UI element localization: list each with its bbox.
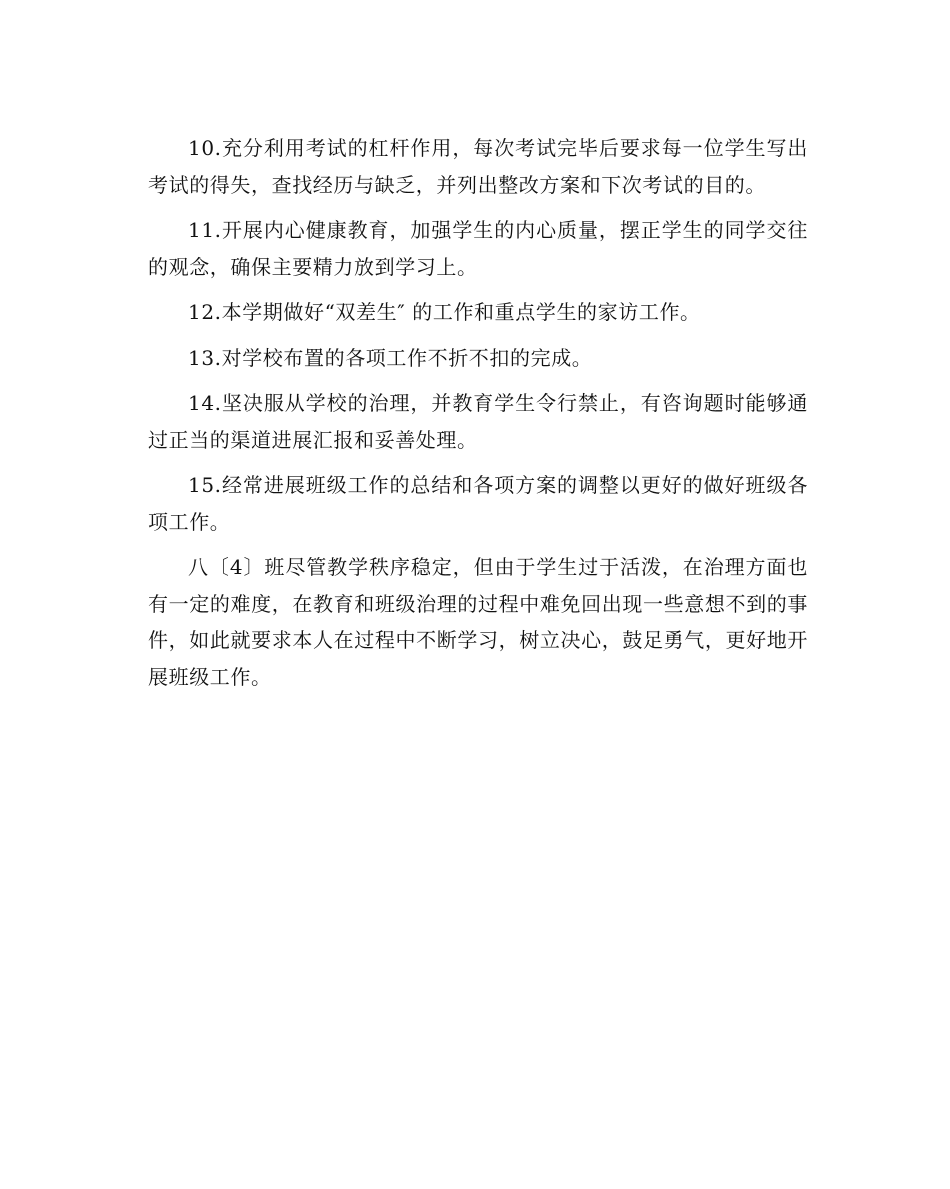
paragraph-closing: 八〔4〕班尽管教学秩序稳定，但由于学生过于活泼，在治理方面也有一定的难度，在教育和班级治理的过程中难免回出现一些意想不到的事件，如此就要求本人在过程中不断学习，树立决心，鼓足勇气，更好地开展班级工作。 bbox=[148, 555, 808, 689]
paragraph-item-13: 13.对学校布置的各项工作不折不扣的完成。 bbox=[188, 345, 593, 370]
paragraph-item-11: 11.开展内心健康教育，加强学生的内心质量，摆正学生的同学交往的观念，确保主要精力放到学习上。 bbox=[148, 218, 808, 279]
paragraph-item-14: 14.坚决服从学校的治理，并教育学生令行禁止，有咨询题时能够通过正当的渠道进展汇报和妥善处理。 bbox=[148, 391, 808, 452]
paragraph-item-10: 10.充分利用考试的杠杆作用，每次考试完毕后要求每一位学生写出考试的得失，查找经历与缺乏，并列出整改方案和下次考试的目的。 bbox=[148, 136, 808, 197]
document-body bbox=[148, 130, 808, 704]
paragraph-item-12: 12.本学期做好“双差生″ 的工作和重点学生的家访工作。 bbox=[188, 300, 701, 324]
paragraph-item-15: 15.经常进展班级工作的总结和各项方案的调整以更好的做好班级各项工作。 bbox=[148, 473, 808, 534]
